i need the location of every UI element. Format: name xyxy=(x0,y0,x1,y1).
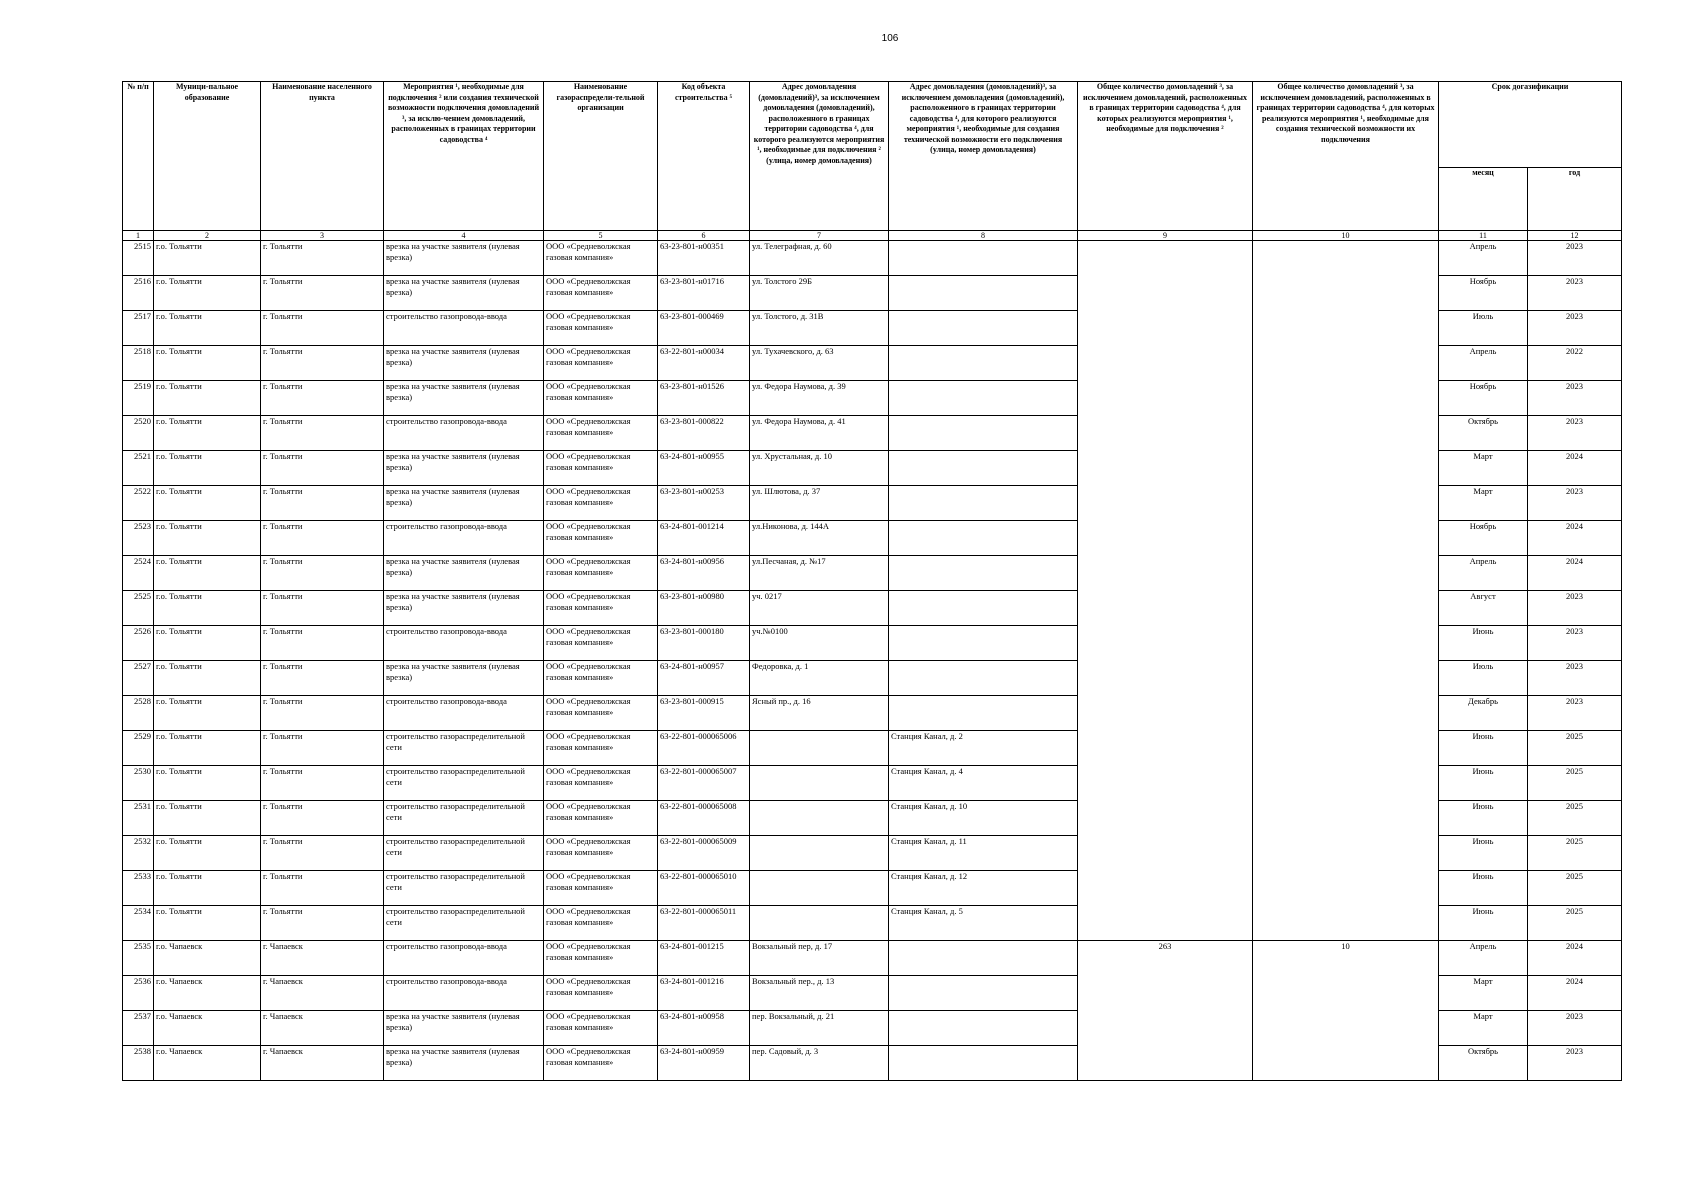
address-technical-cell xyxy=(889,696,1078,731)
address-connection-cell xyxy=(750,731,889,766)
address-connection-cell: ул. Хрустальная, д. 10 xyxy=(750,451,889,486)
month-cell: Июль xyxy=(1439,661,1528,696)
address-technical-cell xyxy=(889,276,1078,311)
row-number: 2518 xyxy=(123,346,154,381)
settlement-cell: г. Тольятти xyxy=(261,451,384,486)
year-cell: 2025 xyxy=(1528,906,1622,941)
row-number: 2524 xyxy=(123,556,154,591)
count-technical-cell: 10 xyxy=(1253,941,1439,1081)
column-number: 7 xyxy=(750,231,889,241)
measure-cell: строительство газораспределительной сети xyxy=(384,766,544,801)
year-cell: 2023 xyxy=(1528,276,1622,311)
organization-cell: ООО «Средневолжская газовая компания» xyxy=(544,1046,658,1081)
address-technical-cell xyxy=(889,1046,1078,1081)
measure-cell: врезка на участке заявителя (нулевая врезка) xyxy=(384,486,544,521)
address-connection-cell: уч.№0100 xyxy=(750,626,889,661)
measure-cell: врезка на участке заявителя (нулевая врезка) xyxy=(384,381,544,416)
settlement-cell: г. Тольятти xyxy=(261,416,384,451)
month-cell: Декабрь xyxy=(1439,696,1528,731)
year-cell: 2025 xyxy=(1528,766,1622,801)
column-number: 11 xyxy=(1439,231,1528,241)
month-cell: Июнь xyxy=(1439,906,1528,941)
organization-cell: ООО «Средневолжская газовая компания» xyxy=(544,241,658,276)
measure-cell: строительство газопровода-ввода xyxy=(384,696,544,731)
address-technical-cell xyxy=(889,346,1078,381)
year-cell: 2025 xyxy=(1528,731,1622,766)
month-cell: Апрель xyxy=(1439,241,1528,276)
municipality-cell: г.о. Тольятти xyxy=(154,241,261,276)
table-body xyxy=(123,241,1622,1081)
organization-cell: ООО «Средневолжская газовая компания» xyxy=(544,871,658,906)
organization-cell: ООО «Средневолжская газовая компания» xyxy=(544,276,658,311)
organization-cell: ООО «Средневолжская газовая компания» xyxy=(544,521,658,556)
measure-cell: врезка на участке заявителя (нулевая врезка) xyxy=(384,556,544,591)
month-cell: Апрель xyxy=(1439,346,1528,381)
measure-cell: строительство газопровода-ввода xyxy=(384,416,544,451)
month-cell: Март xyxy=(1439,1011,1528,1046)
measure-cell: врезка на участке заявителя (нулевая врезка) xyxy=(384,661,544,696)
measure-cell: врезка на участке заявителя (нулевая врезка) xyxy=(384,1011,544,1046)
year-cell: 2024 xyxy=(1528,451,1622,486)
month-cell: Июль xyxy=(1439,311,1528,346)
address-connection-cell: ул. Телеграфная, д. 60 xyxy=(750,241,889,276)
address-technical-cell xyxy=(889,451,1078,486)
year-cell: 2025 xyxy=(1528,871,1622,906)
month-cell: Август xyxy=(1439,591,1528,626)
settlement-cell: г. Тольятти xyxy=(261,801,384,836)
object-code-cell: 63-23-801-н01526 xyxy=(658,381,750,416)
address-technical-cell: Станция Канал, д. 11 xyxy=(889,836,1078,871)
row-number: 2527 xyxy=(123,661,154,696)
address-connection-cell: ул.Никонова, д. 144А xyxy=(750,521,889,556)
month-cell: Июнь xyxy=(1439,626,1528,661)
municipality-cell: г.о. Чапаевск xyxy=(154,1046,261,1081)
organization-cell: ООО «Средневолжская газовая компания» xyxy=(544,696,658,731)
column-number: 4 xyxy=(384,231,544,241)
measure-cell: строительство газораспределительной сети xyxy=(384,871,544,906)
object-code-cell: 63-23-801-000180 xyxy=(658,626,750,661)
row-number: 2534 xyxy=(123,906,154,941)
address-connection-cell: уч. 0217 xyxy=(750,591,889,626)
object-code-cell: 63-24-801-н00957 xyxy=(658,661,750,696)
count-connection-cell xyxy=(1078,241,1253,941)
address-connection-cell: ул. Федора Наумова, д. 39 xyxy=(750,381,889,416)
object-code-cell: 63-23-801-н00253 xyxy=(658,486,750,521)
month-cell: Ноябрь xyxy=(1439,381,1528,416)
address-technical-cell xyxy=(889,941,1078,976)
municipality-cell: г.о. Тольятти xyxy=(154,801,261,836)
settlement-cell: г. Чапаевск xyxy=(261,1011,384,1046)
settlement-cell: г. Тольятти xyxy=(261,241,384,276)
organization-cell: ООО «Средневолжская газовая компания» xyxy=(544,451,658,486)
organization-cell: ООО «Средневолжская газовая компания» xyxy=(544,1011,658,1046)
object-code-cell: 63-24-801-001215 xyxy=(658,941,750,976)
year-cell: 2023 xyxy=(1528,626,1622,661)
measure-cell: врезка на участке заявителя (нулевая врезка) xyxy=(384,346,544,381)
address-connection-cell: Ясный пр., д. 16 xyxy=(750,696,889,731)
object-code-cell: 63-22-801-000065010 xyxy=(658,871,750,906)
object-code-cell: 63-23-801-н00980 xyxy=(658,591,750,626)
municipality-cell: г.о. Тольятти xyxy=(154,381,261,416)
address-connection-cell: ул. Толстого 29Б xyxy=(750,276,889,311)
page-number: 106 xyxy=(881,33,899,44)
gasification-table xyxy=(122,81,1622,1081)
settlement-cell: г. Тольятти xyxy=(261,276,384,311)
organization-cell: ООО «Средневолжская газовая компания» xyxy=(544,661,658,696)
column-number: 2 xyxy=(154,231,261,241)
organization-cell: ООО «Средневолжская газовая компания» xyxy=(544,836,658,871)
header-gasification-term: Срок догазификации xyxy=(1439,82,1622,168)
row-number: 2536 xyxy=(123,976,154,1011)
object-code-cell: 63-24-801-н00956 xyxy=(658,556,750,591)
row-number: 2526 xyxy=(123,626,154,661)
month-cell: Март xyxy=(1439,451,1528,486)
row-number: 2532 xyxy=(123,836,154,871)
row-number: 2515 xyxy=(123,241,154,276)
settlement-cell: г. Тольятти xyxy=(261,626,384,661)
year-cell: 2023 xyxy=(1528,311,1622,346)
row-number: 2537 xyxy=(123,1011,154,1046)
municipality-cell: г.о. Тольятти xyxy=(154,521,261,556)
object-code-cell: 63-24-801-н00958 xyxy=(658,1011,750,1046)
measure-cell: строительство газопровода-ввода xyxy=(384,311,544,346)
municipality-cell: г.о. Чапаевск xyxy=(154,941,261,976)
organization-cell: ООО «Средневолжская газовая компания» xyxy=(544,941,658,976)
row-number: 2523 xyxy=(123,521,154,556)
address-technical-cell xyxy=(889,311,1078,346)
row-number: 2517 xyxy=(123,311,154,346)
object-code-cell: 63-23-801-н01716 xyxy=(658,276,750,311)
object-code-cell: 63-22-801-н00034 xyxy=(658,346,750,381)
address-connection-cell: ул.Песчаная, д. №17 xyxy=(750,556,889,591)
year-cell: 2025 xyxy=(1528,836,1622,871)
year-cell: 2024 xyxy=(1528,976,1622,1011)
organization-cell: ООО «Средневолжская газовая компания» xyxy=(544,556,658,591)
measure-cell: врезка на участке заявителя (нулевая врезка) xyxy=(384,1046,544,1081)
year-cell: 2025 xyxy=(1528,801,1622,836)
column-number: 12 xyxy=(1528,231,1622,241)
municipality-cell: г.о. Чапаевск xyxy=(154,976,261,1011)
header-year: год xyxy=(1528,168,1622,231)
year-cell: 2022 xyxy=(1528,346,1622,381)
object-code-cell: 63-24-801-н00955 xyxy=(658,451,750,486)
measure-cell: строительство газопровода-ввода xyxy=(384,626,544,661)
column-number: 5 xyxy=(544,231,658,241)
table-row xyxy=(123,941,1622,976)
month-cell: Июнь xyxy=(1439,766,1528,801)
address-technical-cell xyxy=(889,381,1078,416)
settlement-cell: г. Тольятти xyxy=(261,486,384,521)
year-cell: 2023 xyxy=(1528,416,1622,451)
settlement-cell: г. Тольятти xyxy=(261,381,384,416)
month-cell: Апрель xyxy=(1439,556,1528,591)
organization-cell: ООО «Средневолжская газовая компания» xyxy=(544,766,658,801)
address-technical-cell xyxy=(889,626,1078,661)
municipality-cell: г.о. Тольятти xyxy=(154,626,261,661)
column-number: 8 xyxy=(889,231,1078,241)
organization-cell: ООО «Средневолжская газовая компания» xyxy=(544,381,658,416)
address-connection-cell xyxy=(750,766,889,801)
settlement-cell: г. Чапаевск xyxy=(261,976,384,1011)
object-code-cell: 63-23-801-н00351 xyxy=(658,241,750,276)
header-measures: Мероприятия ¹, необходимые для подключения ² или создания технической возможности подключения домовладений ³, за исклю-чением домовладений, расположенных в границах территории садоводства ⁴ xyxy=(384,82,544,231)
object-code-cell: 63-22-801-000065006 xyxy=(658,731,750,766)
row-number: 2531 xyxy=(123,801,154,836)
object-code-cell: 63-24-801-001214 xyxy=(658,521,750,556)
municipality-cell: г.о. Тольятти xyxy=(154,346,261,381)
municipality-cell: г.о. Тольятти xyxy=(154,556,261,591)
address-technical-cell xyxy=(889,486,1078,521)
municipality-cell: г.о. Тольятти xyxy=(154,276,261,311)
organization-cell: ООО «Средневолжская газовая компания» xyxy=(544,906,658,941)
month-cell: Июнь xyxy=(1439,836,1528,871)
month-cell: Ноябрь xyxy=(1439,276,1528,311)
address-technical-cell: Станция Канал, д. 12 xyxy=(889,871,1078,906)
month-cell: Июнь xyxy=(1439,801,1528,836)
column-number: 6 xyxy=(658,231,750,241)
organization-cell: ООО «Средневолжская газовая компания» xyxy=(544,311,658,346)
address-connection-cell xyxy=(750,801,889,836)
row-number: 2520 xyxy=(123,416,154,451)
year-cell: 2024 xyxy=(1528,521,1622,556)
object-code-cell: 63-23-801-000822 xyxy=(658,416,750,451)
settlement-cell: г. Тольятти xyxy=(261,556,384,591)
measure-cell: строительство газораспределительной сети xyxy=(384,801,544,836)
measure-cell: строительство газораспределительной сети xyxy=(384,906,544,941)
count-connection-cell: 263 xyxy=(1078,941,1253,1081)
measure-cell: врезка на участке заявителя (нулевая врезка) xyxy=(384,241,544,276)
settlement-cell: г. Тольятти xyxy=(261,346,384,381)
address-connection-cell: ул. Шлютова, д. 37 xyxy=(750,486,889,521)
municipality-cell: г.о. Тольятти xyxy=(154,731,261,766)
year-cell: 2023 xyxy=(1528,486,1622,521)
address-technical-cell xyxy=(889,591,1078,626)
table-row xyxy=(123,241,1622,276)
header-address-technical: Адрес домовладения (домовладений)³, за исключением домовладения (домовладений), расположенного в границах территории садоводства ⁴, для которого реализуются мероприятия ¹, необходимые для создания технической возможности его подключения (улица, номер домовладения) xyxy=(889,82,1078,231)
municipality-cell: г.о. Тольятти xyxy=(154,661,261,696)
object-code-cell: 63-23-801-000469 xyxy=(658,311,750,346)
organization-cell: ООО «Средневолжская газовая компания» xyxy=(544,591,658,626)
header-month: месяц xyxy=(1439,168,1528,231)
count-technical-cell xyxy=(1253,241,1439,941)
header-number: № п/п xyxy=(123,82,154,231)
municipality-cell: г.о. Тольятти xyxy=(154,871,261,906)
address-technical-cell xyxy=(889,521,1078,556)
address-connection-cell xyxy=(750,906,889,941)
address-technical-cell xyxy=(889,556,1078,591)
settlement-cell: г. Чапаевск xyxy=(261,941,384,976)
municipality-cell: г.о. Тольятти xyxy=(154,766,261,801)
object-code-cell: 63-22-801-000065011 xyxy=(658,906,750,941)
header-count-connection: Общее количество домовладений ³, за исключением домовладений, расположенных в границах территории садоводства ⁴, для которых реализуются мероприятия ¹, необходимые для подключения ² xyxy=(1078,82,1253,231)
municipality-cell: г.о. Тольятти xyxy=(154,486,261,521)
settlement-cell: г. Чапаевск xyxy=(261,1046,384,1081)
month-cell: Июнь xyxy=(1439,731,1528,766)
year-cell: 2023 xyxy=(1528,381,1622,416)
settlement-cell: г. Тольятти xyxy=(261,766,384,801)
measure-cell: врезка на участке заявителя (нулевая врезка) xyxy=(384,451,544,486)
month-cell: Ноябрь xyxy=(1439,521,1528,556)
object-code-cell: 63-22-801-000065009 xyxy=(658,836,750,871)
header-settlement: Наименование населенного пункта xyxy=(261,82,384,231)
column-number: 3 xyxy=(261,231,384,241)
organization-cell: ООО «Средневолжская газовая компания» xyxy=(544,731,658,766)
object-code-cell: 63-22-801-000065008 xyxy=(658,801,750,836)
year-cell: 2023 xyxy=(1528,591,1622,626)
organization-cell: ООО «Средневолжская газовая компания» xyxy=(544,626,658,661)
measure-cell: строительство газораспределительной сети xyxy=(384,836,544,871)
row-number: 2522 xyxy=(123,486,154,521)
settlement-cell: г. Тольятти xyxy=(261,521,384,556)
measure-cell: строительство газопровода-ввода xyxy=(384,941,544,976)
measure-cell: врезка на участке заявителя (нулевая врезка) xyxy=(384,276,544,311)
month-cell: Июнь xyxy=(1439,871,1528,906)
year-cell: 2023 xyxy=(1528,1011,1622,1046)
address-connection-cell: ул. Тухачевского, д. 63 xyxy=(750,346,889,381)
municipality-cell: г.о. Тольятти xyxy=(154,311,261,346)
address-connection-cell: ул. Толстого, д. 31В xyxy=(750,311,889,346)
address-technical-cell xyxy=(889,416,1078,451)
organization-cell: ООО «Средневолжская газовая компания» xyxy=(544,416,658,451)
header-municipality: Муници-пальное образование xyxy=(154,82,261,231)
year-cell: 2023 xyxy=(1528,1046,1622,1081)
address-technical-cell xyxy=(889,976,1078,1011)
object-code-cell: 63-24-801-001216 xyxy=(658,976,750,1011)
address-connection-cell: Вокзальный пер., д. 13 xyxy=(750,976,889,1011)
municipality-cell: г.о. Тольятти xyxy=(154,591,261,626)
settlement-cell: г. Тольятти xyxy=(261,696,384,731)
column-numbers-row xyxy=(123,231,1622,241)
year-cell: 2023 xyxy=(1528,661,1622,696)
month-cell: Апрель xyxy=(1439,941,1528,976)
row-number: 2516 xyxy=(123,276,154,311)
organization-cell: ООО «Средневолжская газовая компания» xyxy=(544,486,658,521)
address-technical-cell xyxy=(889,1011,1078,1046)
settlement-cell: г. Тольятти xyxy=(261,836,384,871)
year-cell: 2023 xyxy=(1528,696,1622,731)
month-cell: Октябрь xyxy=(1439,416,1528,451)
header-gas-organization: Наименование газораспредели-тельной организации xyxy=(544,82,658,231)
address-technical-cell xyxy=(889,241,1078,276)
month-cell: Март xyxy=(1439,976,1528,1011)
column-number: 10 xyxy=(1253,231,1439,241)
address-technical-cell: Станция Канал, д. 5 xyxy=(889,906,1078,941)
row-number: 2521 xyxy=(123,451,154,486)
organization-cell: ООО «Средневолжская газовая компания» xyxy=(544,801,658,836)
row-number: 2535 xyxy=(123,941,154,976)
object-code-cell: 63-23-801-000915 xyxy=(658,696,750,731)
measure-cell: строительство газопровода-ввода xyxy=(384,976,544,1011)
settlement-cell: г. Тольятти xyxy=(261,731,384,766)
row-number: 2525 xyxy=(123,591,154,626)
month-cell: Март xyxy=(1439,486,1528,521)
address-connection-cell: ул. Федора Наумова, д. 41 xyxy=(750,416,889,451)
municipality-cell: г.о. Тольятти xyxy=(154,416,261,451)
address-connection-cell: пер. Садовый, д. 3 xyxy=(750,1046,889,1081)
settlement-cell: г. Тольятти xyxy=(261,661,384,696)
row-number: 2530 xyxy=(123,766,154,801)
municipality-cell: г.о. Тольятти xyxy=(154,451,261,486)
year-cell: 2024 xyxy=(1528,941,1622,976)
organization-cell: ООО «Средневолжская газовая компания» xyxy=(544,976,658,1011)
month-cell: Октябрь xyxy=(1439,1046,1528,1081)
municipality-cell: г.о. Тольятти xyxy=(154,696,261,731)
address-connection-cell: пер. Вокзальный, д. 21 xyxy=(750,1011,889,1046)
address-connection-cell xyxy=(750,836,889,871)
address-technical-cell: Станция Канал, д. 2 xyxy=(889,731,1078,766)
address-connection-cell: Вокзальный пер, д. 17 xyxy=(750,941,889,976)
row-number: 2528 xyxy=(123,696,154,731)
row-number: 2538 xyxy=(123,1046,154,1081)
object-code-cell: 63-22-801-000065007 xyxy=(658,766,750,801)
header-address-connection: Адрес домовладения (домовладений)³, за исключением домовладения (домовладений), расположенного в границах территории садоводства ⁴, для которого реализуются мероприятия ¹, необходимые для подключения ² (улица, номер домовладения) xyxy=(750,82,889,231)
header-object-code: Код объекта строительства ⁵ xyxy=(658,82,750,231)
municipality-cell: г.о. Чапаевск xyxy=(154,1011,261,1046)
header-count-technical: Общее количество домовладений ³, за исключением домовладений, расположенных в границах территории садоводства ⁴, для которых реализуются мероприятия ¹, необходимые для создания технической возможности их подключения xyxy=(1253,82,1439,231)
row-number: 2519 xyxy=(123,381,154,416)
settlement-cell: г. Тольятти xyxy=(261,906,384,941)
measure-cell: врезка на участке заявителя (нулевая врезка) xyxy=(384,591,544,626)
address-technical-cell: Станция Канал, д. 4 xyxy=(889,766,1078,801)
settlement-cell: г. Тольятти xyxy=(261,871,384,906)
address-technical-cell: Станция Канал, д. 10 xyxy=(889,801,1078,836)
row-number: 2529 xyxy=(123,731,154,766)
column-number: 1 xyxy=(123,231,154,241)
address-technical-cell xyxy=(889,661,1078,696)
object-code-cell: 63-24-801-н00959 xyxy=(658,1046,750,1081)
municipality-cell: г.о. Тольятти xyxy=(154,836,261,871)
measure-cell: строительство газораспределительной сети xyxy=(384,731,544,766)
column-number: 9 xyxy=(1078,231,1253,241)
address-connection-cell: Федоровка, д. 1 xyxy=(750,661,889,696)
measure-cell: строительство газопровода-ввода xyxy=(384,521,544,556)
municipality-cell: г.о. Тольятти xyxy=(154,906,261,941)
year-cell: 2024 xyxy=(1528,556,1622,591)
organization-cell: ООО «Средневолжская газовая компания» xyxy=(544,346,658,381)
settlement-cell: г. Тольятти xyxy=(261,311,384,346)
settlement-cell: г. Тольятти xyxy=(261,591,384,626)
row-number: 2533 xyxy=(123,871,154,906)
year-cell: 2023 xyxy=(1528,241,1622,276)
address-connection-cell xyxy=(750,871,889,906)
